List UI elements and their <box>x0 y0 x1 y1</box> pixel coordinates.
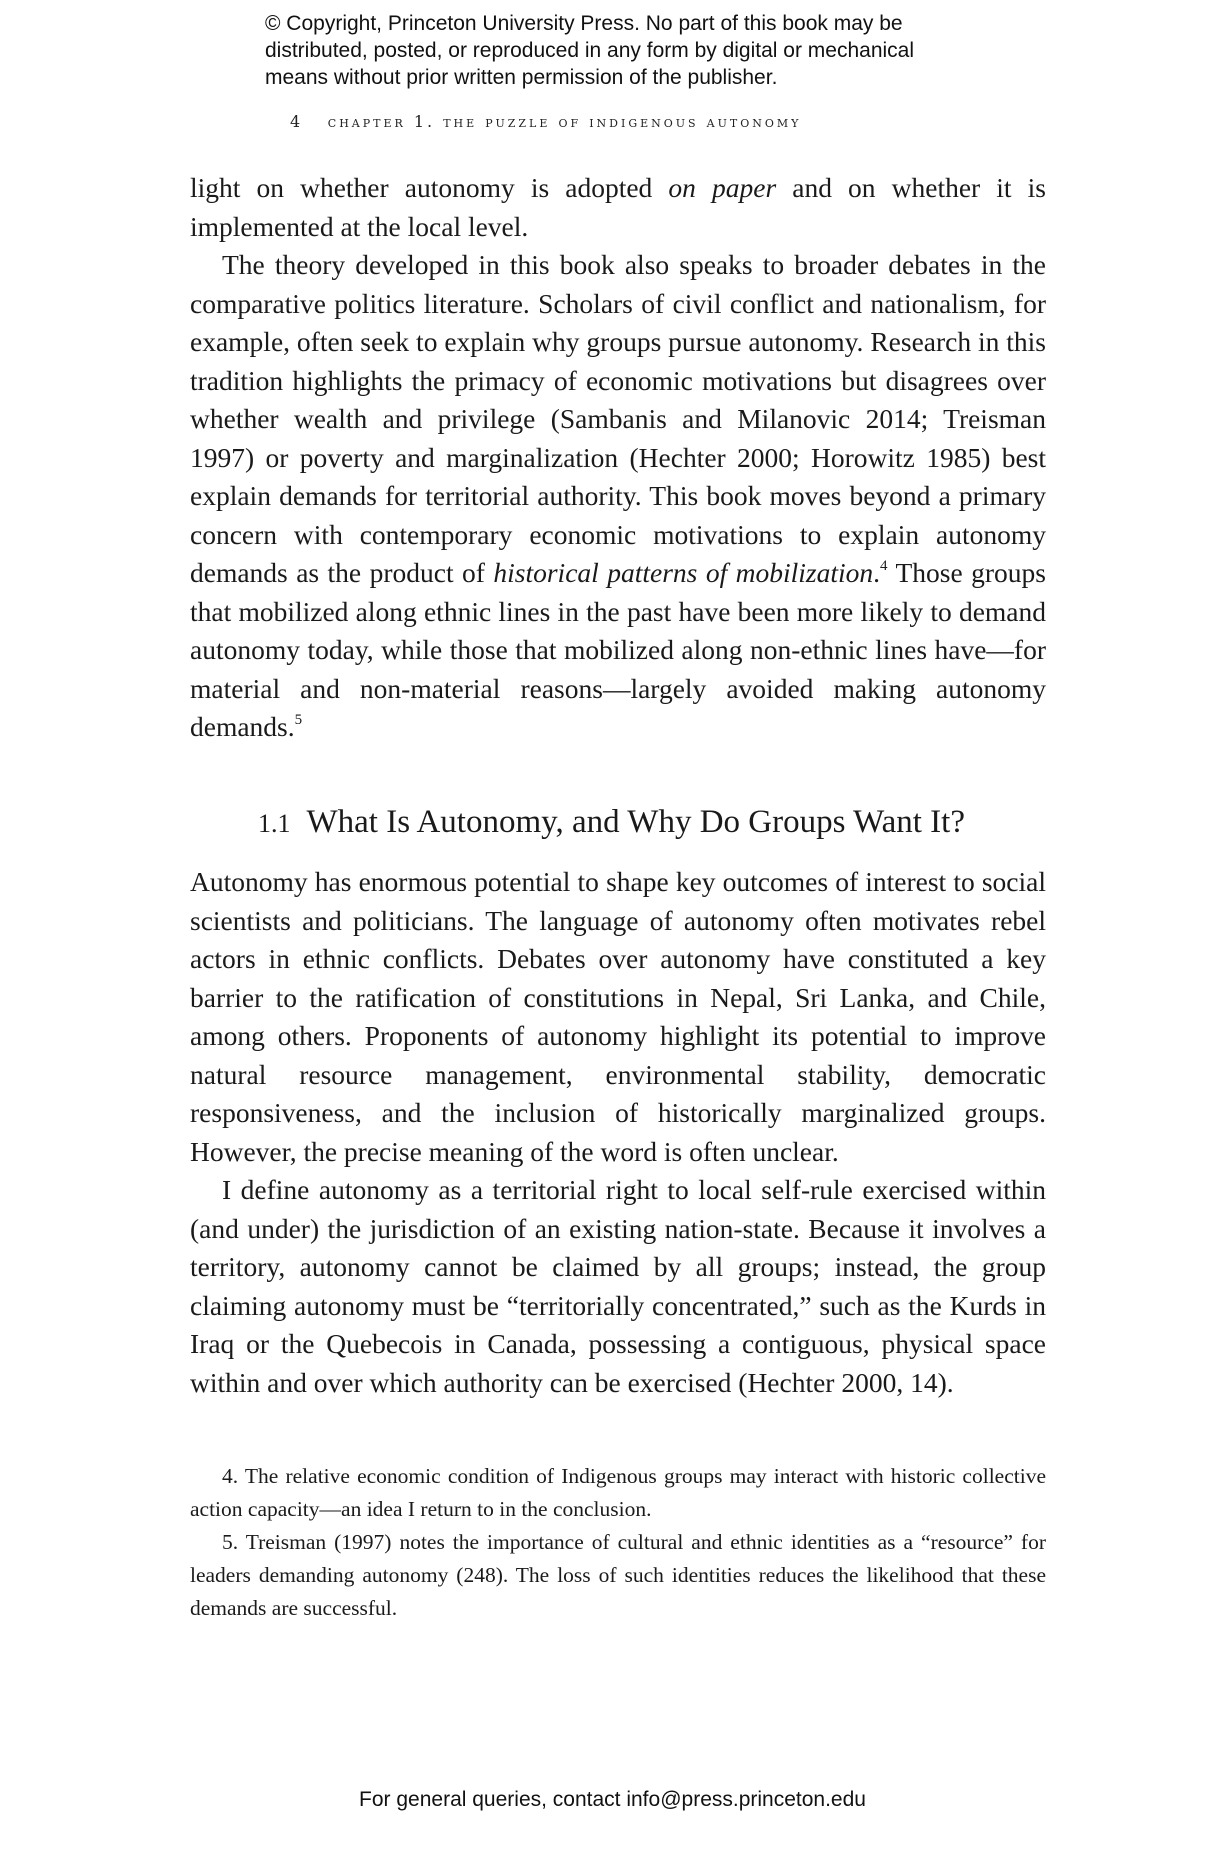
footnote: 5. Treisman (1997) notes the importance of cultural and ethnic identities as a “resource” for leaders demanding autonomy (248). The loss of such identities reduces the likelihood that these demands are successful. <box>190 1530 1046 1620</box>
footnote-ref[interactable]: 5 <box>294 711 303 728</box>
section-body <box>190 863 1046 1402</box>
text-run: Those groups that mobilized along ethnic lines in the past have been more likely to demand autonomy today, while those that mobilized along non-ethnic lines have—for material and non-material reasons—largely avoided making autonomy demands. <box>190 557 1046 742</box>
paragraph <box>190 169 1046 246</box>
chapter-title: chapter 1. the puzzle of indigenous autonomy <box>327 112 802 131</box>
text-run: The theory developed in this book also speaks to broader debates in the comparative politics literature. Scholars of civil conflict and nationalism, for example, often seek to explain why groups pursue autonomy. Research in this tradition highlights the primacy of economic motivations but disagrees over whether wealth and privilege (Sambanis and Milanovic 2014; Treisman 1997) or poverty and marginalization (Hechter 2000; Horowitz 1985) best explain demands for territorial authority. This book moves beyond a primary concern with contemporary economic motivations to explain autonomy demands as the product of <box>190 249 1046 588</box>
copyright-notice <box>265 10 1005 91</box>
section-heading <box>258 800 1058 846</box>
section-number: 1.1 <box>258 809 291 838</box>
copyright-line: distributed, posted, or reproduced in any form by digital or mechanical <box>265 39 915 62</box>
page-number: 4 <box>290 112 301 131</box>
text-run: light on whether autonomy is adopted <box>190 172 669 203</box>
footer-contact: For general queries, contact info@press.princeton.edu <box>359 1788 866 1811</box>
text-run: . <box>873 557 881 588</box>
paragraph <box>190 246 1046 747</box>
footnotes <box>190 1460 1046 1625</box>
footnote-ref[interactable]: 4 <box>880 557 888 574</box>
running-head <box>290 112 801 131</box>
text-run: and on whether it is implemented at the local level. <box>190 172 1046 242</box>
paragraph: I define autonomy as a territorial right to local self-rule exercised within (and under) the jurisdiction of an existing nation-state. Because it involves a territory, autonomy cannot be claimed by all groups; instead, the group claiming autonomy must be “territorially concentrated,” such as the Kurds in Iraq or the Quebecois in Canada, possessing a contiguous, physical space within and over which authority can be exercised (Hechter 2000, 14). <box>190 1174 1046 1398</box>
footnote: 4. The relative economic condition of Indigenous groups may interact with historic collective action capacity—an idea I return to in the conclusion. <box>190 1464 1046 1521</box>
italic-text: historical patterns of mobilization <box>493 557 874 588</box>
italic-text: on paper <box>668 172 777 203</box>
copyright-line: © Copyright, Princeton University Press. No part of this book may be <box>265 12 903 35</box>
paragraph: Autonomy has enormous potential to shape key outcomes of interest to social scientists and politicians. The language of autonomy often motivates rebel actors in ethnic conflicts. Debates over autonomy have constituted a key barrier to the ratification of constitutions in Nepal, Sri Lanka, and Chile, among others. Proponents of autonomy highlight its potential to improve natural resource management, environmental stability, democratic responsiveness, and the inclusion of historically marginalized groups. However, the precise meaning of the word is often unclear. <box>190 866 1046 1167</box>
body-text <box>190 169 1046 747</box>
section-title: What Is Autonomy, and Why Do Groups Want It? <box>306 804 965 840</box>
copyright-line: means without prior written permission of the publisher. <box>265 66 778 89</box>
